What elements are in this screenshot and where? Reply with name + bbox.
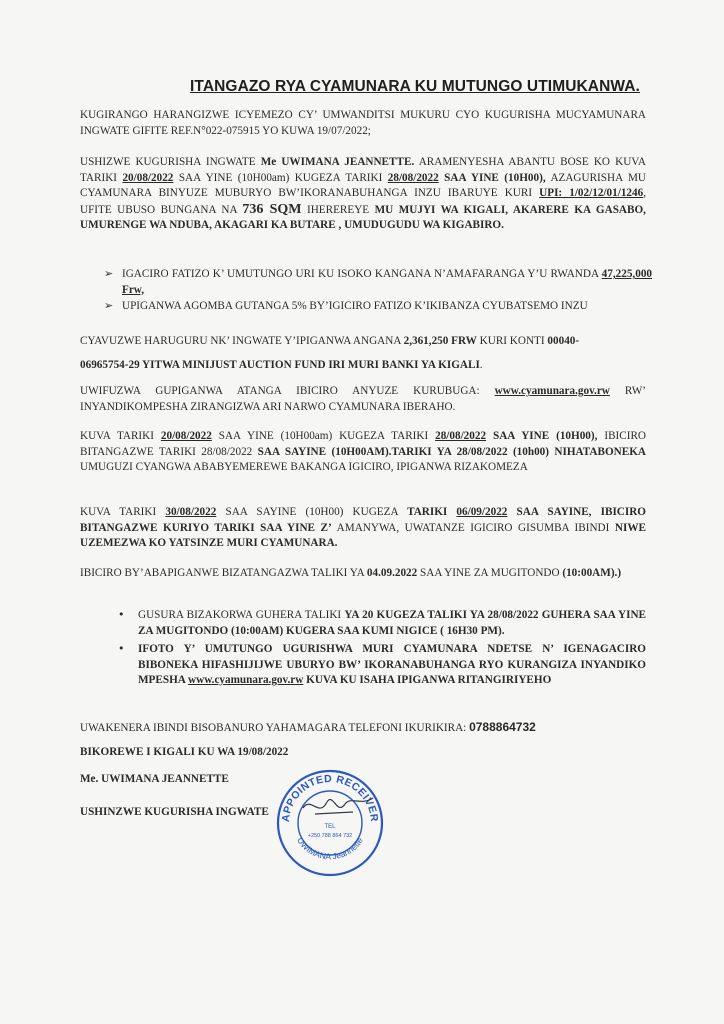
bullet-deposit xyxy=(122,299,652,315)
round-text: IBICIRO BITANGAZWE TARIKI 28/08/2022 xyxy=(80,430,646,458)
period: . xyxy=(479,359,483,371)
announcement-text: , UFITE UBUSO BUNGANA NA xyxy=(80,187,646,216)
arrow-bullet-icon: ➢ xyxy=(104,267,114,280)
paragraph-deposit xyxy=(80,334,646,350)
intro-text: KUGIRANGO HARANGIZWE ICYEMEZO CY’ UMWANDITSI MUKURU CYO KUGURISHA MUCYAMUNARA INGWATE GIFITE REF.N°022-075915 YO KUWA 19/07/2022; xyxy=(80,109,646,137)
results-text: IBICIRO BY’ABAPIGANWE BIZATANGAZWA TALIKI YA xyxy=(80,567,367,579)
round-start-date: 20/08/2022 xyxy=(160,430,212,442)
announcement-text: ARAMENYESHA ABANTU BOSE KO KUVA TARIKI xyxy=(80,156,646,184)
paragraph-results xyxy=(80,566,646,582)
account-details: 06965754-29 YITWA MINIJUST AUCTION FUND IRI MURI BANKI YA KIGALI xyxy=(80,359,480,371)
visit-period: YA 20 KUGEZA TALIKI YA 28/08/2022 GUHERA SAA YINE ZA MUGITONDO (10:00AM) KUGERA SAA KUMI NIGICE ( 16H30 PM). xyxy=(138,609,646,637)
announcement-text: IHEREREYE xyxy=(301,203,375,216)
bullet-value xyxy=(122,267,652,298)
svg-text:UWIMANA Jeannette xyxy=(295,835,365,861)
website-text: RW’ INYANDIKOMPESHA ZIRANGIZWA ARI NARWO CYAMUNARA IBERAHO. xyxy=(80,385,646,413)
website-text: UWIFUZWA GUPIGANWA ATANGA IBICIRO ANYUZE KURUBUGA: xyxy=(80,385,495,397)
round-text: AMANYWA, UWATANZE IGICIRO GISUMBA IBINDI xyxy=(331,521,615,534)
deposit-amount: 2,361,250 FRW xyxy=(403,335,477,347)
svg-text:APPOINTED RECEIVER xyxy=(280,773,380,823)
paragraph-first-round xyxy=(80,429,646,476)
bullet-visit xyxy=(138,608,646,639)
signatory-role: USHINZWE KUGURISHA INGWATE xyxy=(80,806,269,818)
place-date: BIKOREWE I KIGALI KU WA 19/08/2022 xyxy=(80,746,289,758)
stamp-bottom-text: UWIMANA Jeannette xyxy=(295,835,365,862)
round-end-date: 28/08/2022 xyxy=(435,430,487,442)
property-location: MU MUJYI WA KIGALI, AKARERE KA GASABO, UMURENGE WA NDUBA, AKAGARI KA BUTARE , UMUDUGUDU WA KIGABIRO. xyxy=(80,203,646,231)
round-time: SAA SAYINE, IBICIRO BITANGAZWE KURIYO TARIKI xyxy=(80,506,647,534)
dot-bullet-icon: • xyxy=(118,608,125,621)
round2-start-date: 30/08/2022 xyxy=(165,506,217,518)
visit-text: GUSURA BIZAKORWA GUHERA TALIKI xyxy=(138,609,345,621)
arrow-bullet-icon: ➢ xyxy=(104,299,114,312)
base-value-amount: 47,225,000 Frw, xyxy=(122,268,652,296)
upi-number: UPI: 1/02/12/01/1246 xyxy=(539,187,644,199)
dot-bullet-icon: • xyxy=(118,642,125,655)
notice-title: ITANGAZO RYA CYAMUNARA KU MUTUNGO UTIMUKANWA. xyxy=(190,78,640,95)
website-link[interactable]: www.cyamunara.gov.rw xyxy=(494,385,610,397)
signatory-name: Me. UWIMANA JEANNETTE xyxy=(80,773,229,785)
end-date: 28/08/2022 xyxy=(387,171,439,184)
winner-text: NIWE UZEMEZWA KO YATSINZE MURI CYAMUNARA. xyxy=(80,521,646,549)
start-date: 20/08/2022 xyxy=(122,171,174,184)
bullet-text: UPIGANWA AGOMBA GUTANGA 5% BY’IGICIRO FATIZO K’IKIBANZA CYUBATSEMO INZU xyxy=(122,300,588,312)
round-text-bold: TARIKI xyxy=(407,506,457,518)
round-result: SAA SAYINE (10H00AM).TARIKI YA 28/08/2022 (10h00) NIHATABONEKA xyxy=(257,445,646,458)
announcement-text: AZAGURISHA MU CYAMUNARA BINYUZE MUBURYO BW’IKORANABUHANGA INZU IBARUYE KURI xyxy=(80,171,646,199)
round2-end-date: 06/09/2022 xyxy=(456,506,508,518)
round-time: SAA YINE Z’ xyxy=(260,521,332,534)
paragraph-intro xyxy=(80,108,646,139)
website-link[interactable]: www.cyamunara.gov.rw xyxy=(188,674,304,686)
paragraph-deposit-account xyxy=(80,358,646,374)
paragraph-website xyxy=(80,384,646,415)
end-time: SAA YINE (10H00), xyxy=(438,171,546,184)
announcement-text: SAA YINE (10H00am) KUGEZA TARIKI xyxy=(173,171,388,184)
results-date: 04.09.2022 xyxy=(366,567,418,579)
photo-text: KUVA KU ISAHA IPIGANWA RITANGIRIYEHO xyxy=(303,674,552,686)
paragraph-second-round xyxy=(80,505,646,552)
photo-text: IFOTO Y’ UMUTUNGO UGURISHWA MURI CYAMUNARA NDETSE N’ IGENAGACIRO BIBONEKA HIFASHIJIJWE UBURYO BW’ IKORANABUHANGA RYO KURANGIZA INYANDIKO MPESHA xyxy=(138,643,646,686)
account-number: 00040- xyxy=(547,335,580,347)
contact-line xyxy=(80,720,646,737)
bullet-text: IGACIRO FATIZO K’ UMUTUNGO URI KU ISOKO KANGANA N’AMAFARANGA Y’U RWANDA xyxy=(122,268,602,280)
stamp-tel-label: TEL xyxy=(324,824,336,830)
round-text: SAA YINE (10H00am) KUGEZA TARIKI xyxy=(211,430,436,442)
round-time: SAA YINE (10H00), xyxy=(486,430,598,442)
round-text: KUVA TARIKI xyxy=(80,506,166,518)
round-text: UMUGUZI CYANGWA ABABYEMEREWE BAKANGA IGICIRO, IPIGANWA RIZAKOMEZA xyxy=(80,461,528,473)
round-text: KUVA TARIKI xyxy=(80,430,161,442)
paragraph-announcement xyxy=(80,155,646,234)
results-time: (10:00AM).) xyxy=(562,567,622,579)
stamp-top-text: APPOINTED RECEIVER xyxy=(279,772,381,823)
stamp-tel: +250 788 864 732 xyxy=(307,833,353,839)
results-text: SAA YINE ZA MUGITONDO xyxy=(417,567,563,579)
deposit-text: CYAVUZWE HARUGURU NK’ INGWATE Y’IPIGANWA ANGANA xyxy=(80,335,404,347)
bullet-photo xyxy=(138,642,646,689)
area-sqm: 736 SQM xyxy=(242,201,302,217)
official-stamp xyxy=(275,768,385,878)
announcement-text: USHIZWE KUGURISHA INGWATE xyxy=(80,156,261,168)
round-text: SAA SAYINE (10H00) KUGEZA xyxy=(216,506,408,518)
receiver-name: Me UWIMANA JEANNETTE. xyxy=(260,156,415,168)
contact-text: UWAKENERA IBINDI BISOBANURO YAHAMAGARA TELEFONI IKURIKIRA: xyxy=(80,722,470,734)
deposit-text: KURI KONTI xyxy=(476,335,548,347)
phone-number: 0788864732 xyxy=(469,720,536,734)
